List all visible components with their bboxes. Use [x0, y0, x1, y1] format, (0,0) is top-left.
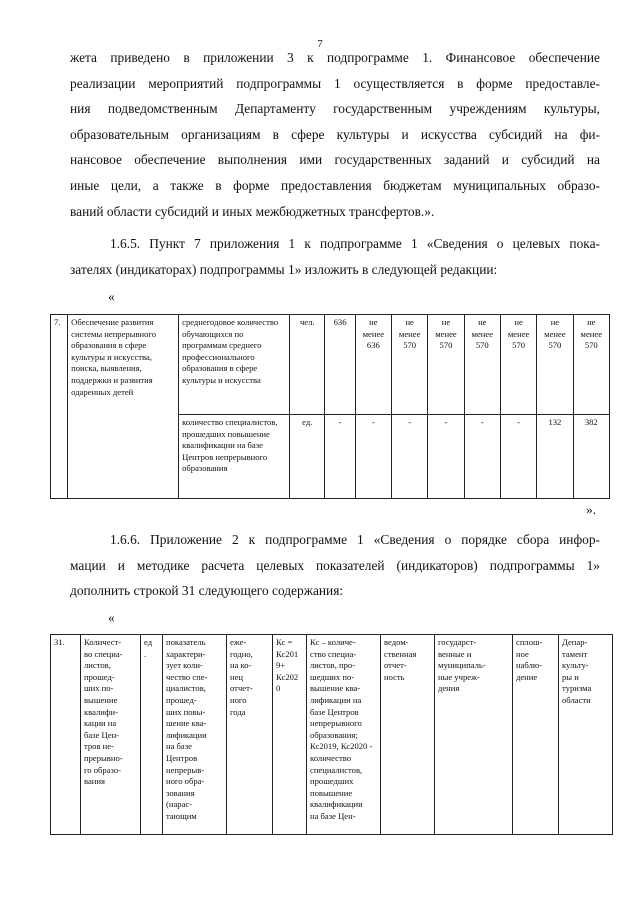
indicators-description-cell: Кс – количе- ство специа- листов, про- шедших по- вышение ква- лификации на базе Центров непрерывного образования; Кс2019, Кс2020 - количество специалистов, прошедших повышение квалификации на базе Цен-: [307, 635, 381, 835]
table-row: [51, 315, 610, 415]
base-value-cell: -: [325, 415, 355, 499]
open-quote: «: [108, 289, 115, 304]
unit-cell: ед .: [141, 635, 163, 835]
method-table: [50, 634, 613, 835]
value-cell: не менее 636: [355, 315, 391, 415]
base-value-cell: 636: [325, 315, 355, 415]
indicator-cell: количество специалистов, прошедших повышение квалификации на базе Центров непрерывного образования: [179, 415, 290, 499]
measure-cell: Обеспечение развития системы непрерывного образования в сфере культуры и искусства, поиска, выявления, поддержки и развития одаренных детей: [68, 315, 179, 499]
value-cell: 132: [537, 415, 573, 499]
close-quote: ».: [586, 502, 597, 517]
indicator-cell: среднегодовое количество обучающихся по программам среднего профессионального образования в сфере культуры и искусства: [179, 315, 290, 415]
text-line: дополнить строкой 31 следующего содержания:: [70, 583, 344, 599]
value-cell: 382: [573, 415, 609, 499]
indicators-table: [50, 314, 610, 499]
text-line: ния подведомственным Департаменту государственным учреждениям культуры,: [70, 101, 600, 117]
text-line: 1.6.6. Приложение 2 к подпрограмме 1 «Сведения о порядке сбора инфор-: [110, 532, 600, 547]
value-cell: -: [500, 415, 536, 499]
unit-cell: чел.: [290, 315, 325, 415]
paragraph-1: [70, 45, 600, 224]
row-number: 31.: [51, 635, 81, 835]
text-line: реализации мероприятий подпрограммы 1 осуществляется в форме предоставле-: [70, 75, 600, 91]
value-cell: не менее 570: [573, 315, 609, 415]
data-source-cell: государст- венные и муниципаль- ные учреж- дения: [435, 635, 513, 835]
page-number: 7: [317, 38, 323, 50]
paragraph-3: [70, 527, 600, 604]
responsible-cell: Депар- тамент культу- ры и туризма области: [559, 635, 613, 835]
text-line: мации и методике расчета целевых показателей (индикаторов) подпрограммы 1»: [70, 557, 600, 573]
value-cell: не менее 570: [428, 315, 464, 415]
value-cell: не менее 570: [392, 315, 428, 415]
unit-cell: ед.: [290, 415, 325, 499]
value-cell: не менее 570: [500, 315, 536, 415]
text-line: 1.6.5. Пункт 7 приложения 1 к подпрограмме 1 «Сведения о целевых пока-: [110, 236, 600, 251]
value-cell: -: [464, 415, 500, 499]
formula-cell: Кс = Кс201 9+ Кс202 0: [273, 635, 307, 835]
table-row: [51, 635, 613, 835]
definition-cell: показатель характери- зует коли- чество спе- циалистов, прошед- ших повы- шение ква- лификации на базе Центров непрерыв- ного обра- зования (нарас- тающим: [163, 635, 227, 835]
value-cell: не менее 570: [464, 315, 500, 415]
observation-cell: сплош- ное наблю- дение: [513, 635, 559, 835]
text-line: зателях (индикаторах) подпрограммы 1» изложить в следующей редакции:: [70, 261, 498, 277]
value-cell: -: [355, 415, 391, 499]
value-cell: не менее 570: [537, 315, 573, 415]
row-number: 7.: [51, 315, 68, 499]
text-line: образовательным организациям в сфере культуры и искусства субсидий на фи-: [70, 126, 600, 142]
text-line: иные цели, а также в форме предоставления бюджетам муниципальных образо-: [70, 177, 600, 193]
value-cell: -: [392, 415, 428, 499]
paragraph-2: [70, 231, 600, 282]
value-cell: -: [428, 415, 464, 499]
text-line: жета приведено в приложении 3 к подпрограмме 1. Финансовое обеспечение: [70, 50, 600, 65]
text-line: ваний области субсидий и иных межбюджетных трансфертов.».: [70, 203, 435, 219]
periodicity-cell: еже- годно, на ко- нец отчет- ного года: [227, 635, 273, 835]
text-line: нансовое обеспечение выполнения ими государственных заданий и субсидий на: [70, 152, 600, 168]
indicator-name-cell: Количест- во специа- листов, прошед- ших по- вышение квалифи- кации на базе Цен- тров не- прерывно- го образо- вания: [81, 635, 141, 835]
open-quote: «: [108, 610, 115, 625]
collection-method-cell: ведом- ственная отчет- ность: [381, 635, 435, 835]
